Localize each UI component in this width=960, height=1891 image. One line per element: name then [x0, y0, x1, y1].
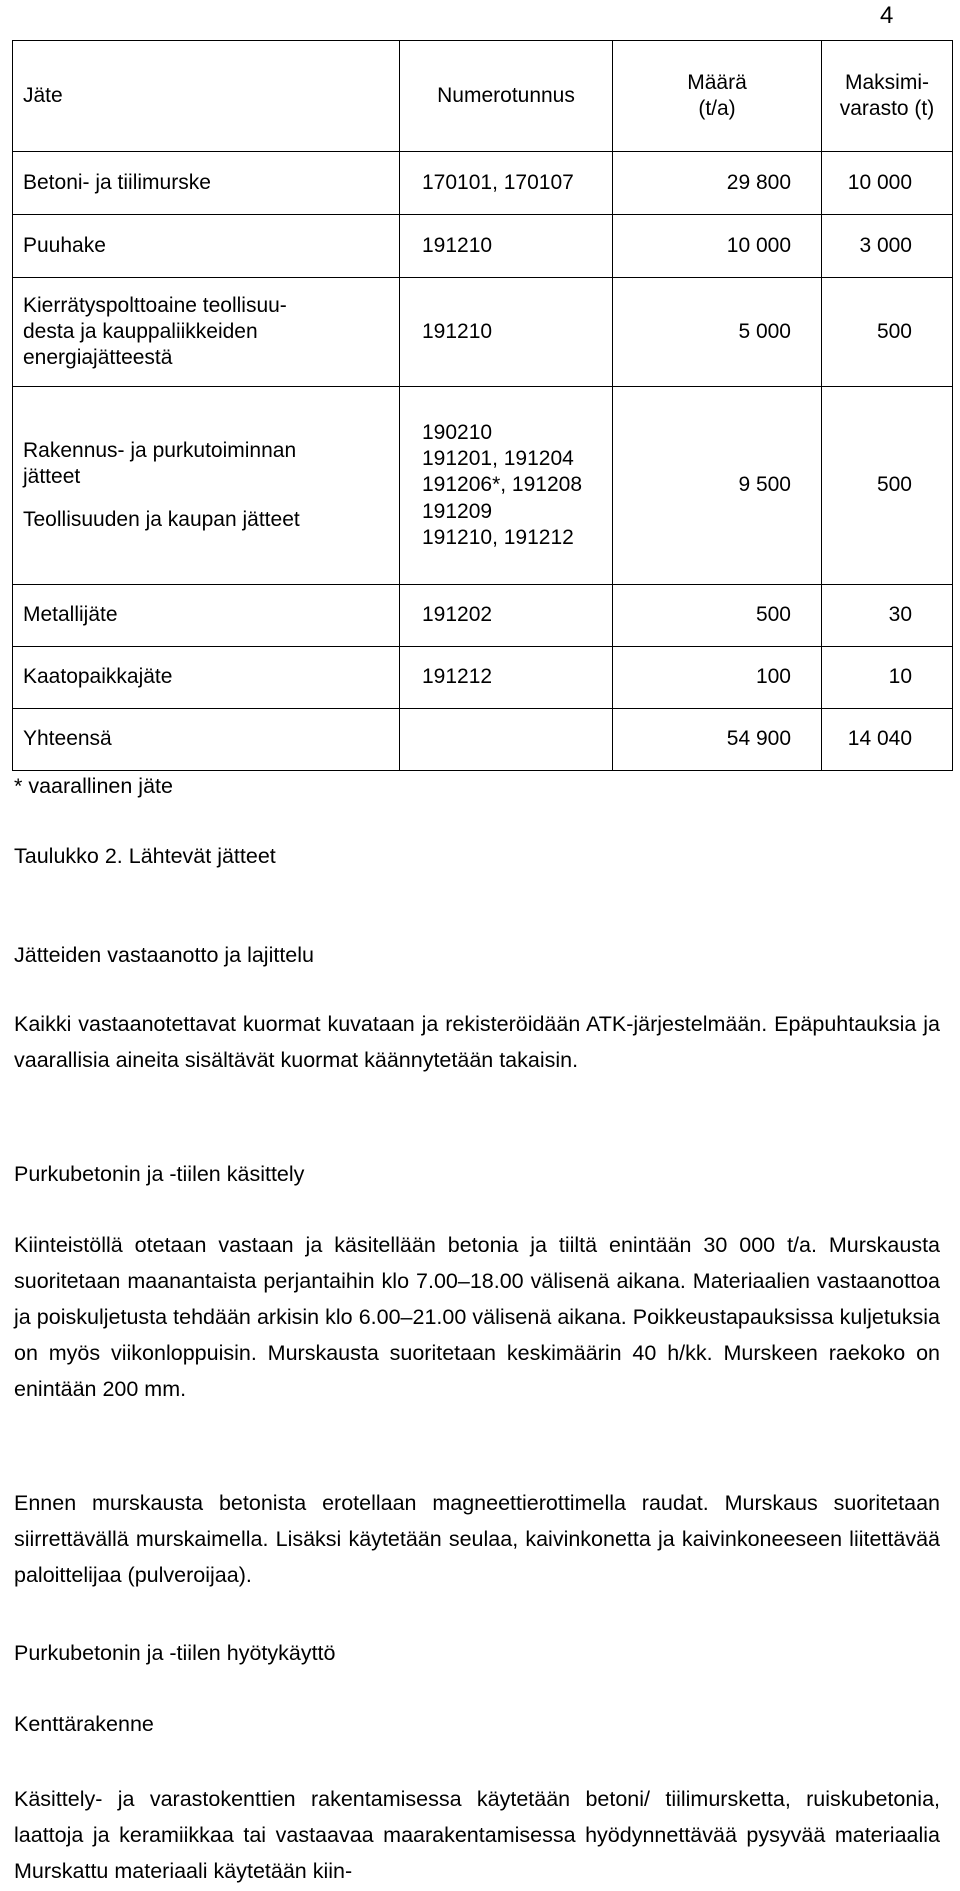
cell-maara: 10 000 — [613, 215, 822, 278]
cell-numerotunnus: 191212 — [400, 647, 613, 709]
cell-maksimi: 10 000 — [822, 152, 953, 215]
subsection-heading: Kenttärakenne — [14, 1712, 154, 1736]
cell-jate: Kaatopaikkajäte — [13, 647, 400, 709]
table-row — [13, 152, 953, 215]
section-heading: Purkubetonin ja -tiilen hyötykäyttö — [14, 1641, 336, 1665]
cell-numerotunnus: 191210 — [400, 215, 613, 278]
header-maara-line-1: Määrä — [687, 70, 747, 94]
cell-maksimi: 3 000 — [822, 215, 953, 278]
cell-jate — [13, 387, 400, 585]
cell-numerotunnus — [400, 387, 613, 585]
header-maara-line-2: (t/a) — [698, 97, 736, 120]
cell-maksimi: 500 — [822, 278, 953, 387]
cell-maara: 29 800 — [613, 152, 822, 215]
cell-jate-line: Teollisuuden ja kaupan jätteet — [23, 507, 300, 531]
cell-maksimi: 10 — [822, 647, 953, 709]
cell-numerotunnus: 191202 — [400, 585, 613, 647]
cell-code-line: 191209 — [422, 499, 493, 523]
cell-spacer — [23, 491, 391, 507]
cell-code-line: 191210, 191212 — [422, 525, 574, 549]
cell-jate: Metallijäte — [13, 585, 400, 647]
cell-numerotunnus — [400, 709, 613, 771]
section-heading: Jätteiden vastaanotto ja lajittelu — [14, 943, 315, 967]
paragraph: Kaikki vastaanotettavat kuormat kuvataan ja rekisteröidään ATK-järjestelmään. Epäpuhtauksia ja vaarallisia aineita sisältävät kuormat käännytetään takaisin. — [14, 1012, 940, 1072]
cell-jate-line: jätteet — [23, 465, 81, 489]
cell-jate-line: Rakennus- ja purkutoiminnan — [23, 439, 297, 463]
cell-jate-line: Kierrätyspolttoaine teollisuu- — [23, 293, 287, 317]
cell-jate: Yhteensä — [13, 709, 400, 771]
header-numerotunnus: Numerotunnus — [400, 41, 613, 152]
table-caption: Taulukko 2. Lähtevät jätteet — [14, 844, 276, 868]
cell-maksimi: 14 040 — [822, 709, 953, 771]
cell-code-line: 191206*, 191208 — [422, 473, 582, 497]
table-row — [13, 278, 953, 387]
header-maara — [613, 41, 822, 152]
cell-maara: 100 — [613, 647, 822, 709]
paragraph: Käsittely- ja varastokenttien rakentamisessa käytetään betoni/ tiilimursketta, ruiskubetonia, laattoja ja keramiikkaa tai vastaavaa maarakentamisessa hyödynnettävää pysyvää materiaalia Murskattu materiaali käytetään kiin- — [14, 1787, 940, 1883]
cell-maksimi: 30 — [822, 585, 953, 647]
table-row — [13, 215, 953, 278]
waste-table — [12, 40, 953, 771]
cell-code-line: 190210 — [422, 421, 493, 445]
table-header-row — [13, 41, 953, 152]
table-footnote: * vaarallinen jäte — [14, 774, 173, 798]
table-row — [13, 585, 953, 647]
cell-maara: 9 500 — [613, 387, 822, 585]
cell-jate-line: desta ja kauppaliikkeiden — [23, 319, 258, 343]
table-row — [13, 387, 953, 585]
section-heading: Purkubetonin ja -tiilen käsittely — [14, 1162, 305, 1186]
cell-jate — [13, 278, 400, 387]
cell-maara: 500 — [613, 585, 822, 647]
table-total-row — [13, 709, 953, 771]
paragraph: Ennen murskausta betonista erotellaan magneettierottimella raudat. Murskaus suoritetaan siirrettävällä murskaimella. Lisäksi käytetään seulaa, kaivinkonetta ja kaivinkoneeseen liitettävää paloittelijaa (pulveroijaa). — [14, 1491, 940, 1587]
paragraph: Kiinteistöllä otetaan vastaan ja käsitellään betonia ja tiiltä enintään 30 000 t/a. Murskausta suoritetaan maanantaista perjantaihin klo 7.00–18.00 välisenä aikana. Materiaalien vastaanottoa ja poiskuljetusta tehdään arkisin klo 6.00–21.00 välisenä aikana. Poikkeustapauksissa kuljetuksia on myös viikonloppuisin. Murskausta suoritetaan keskimäärin 40 h/kk. Murskeen raekoko on enintään 200 mm. — [14, 1233, 940, 1401]
header-maksimivarasto — [822, 41, 953, 152]
table-row — [13, 647, 953, 709]
cell-maara: 5 000 — [613, 278, 822, 387]
cell-jate: Puuhake — [13, 215, 400, 278]
cell-maksimi: 500 — [822, 387, 953, 585]
header-maksimi-line-1: Maksimi- — [845, 70, 929, 94]
header-maksimi-line-2: varasto (t) — [839, 97, 935, 120]
cell-numerotunnus: 170101, 170107 — [400, 152, 613, 215]
page-number: 4 — [880, 2, 894, 29]
cell-code-line: 191201, 191204 — [422, 447, 574, 471]
cell-maara: 54 900 — [613, 709, 822, 771]
cell-numerotunnus: 191210 — [400, 278, 613, 387]
cell-jate: Betoni- ja tiilimurske — [13, 152, 400, 215]
cell-jate-line: energiajätteestä — [23, 346, 173, 370]
header-jate: Jäte — [13, 41, 400, 152]
